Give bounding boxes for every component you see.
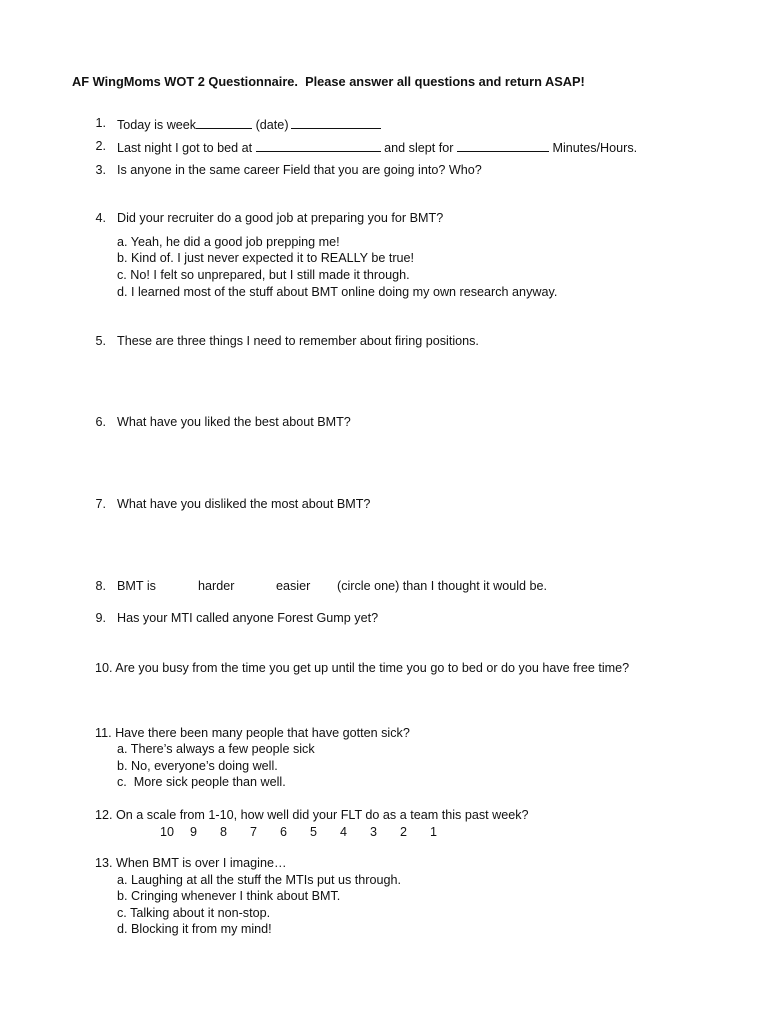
question-6-text: What have you liked the best about BMT?	[117, 415, 351, 429]
rating-3[interactable]: 3	[370, 825, 378, 839]
question-10-text: 10. Are you busy from the time you get up until the time you go to bed or do you have free time?	[95, 661, 630, 675]
rating-6[interactable]: 6	[280, 825, 288, 839]
question-8-lead: BMT is	[117, 579, 156, 593]
question-1-date-label: (date)	[252, 118, 289, 132]
rating-9[interactable]: 9	[190, 825, 198, 839]
rating-8[interactable]: 8	[220, 825, 228, 839]
question-1-text: Today is week	[117, 118, 197, 132]
bedtime-blank[interactable]	[256, 139, 381, 152]
question-3-text: Is anyone in the same career Field that you are going into? Who?	[117, 163, 482, 177]
rating-5[interactable]: 5	[310, 825, 318, 839]
question-9-text: Has your MTI called anyone Forest Gump yet?	[117, 611, 379, 625]
question-11-option-b: b. No, everyone’s doing well.	[117, 759, 278, 773]
question-11-option-c: c. More sick people than well.	[117, 775, 286, 789]
question-8-choice-harder[interactable]: harder	[198, 579, 235, 593]
question-5-text: These are three things I need to remember about firing positions.	[117, 334, 479, 348]
rating-1[interactable]: 1	[430, 825, 438, 839]
question-8-tail: (circle one) than I thought it would be.	[337, 579, 548, 593]
question-2	[117, 139, 637, 156]
question-13-option-d: d. Blocking it from my mind!	[117, 922, 272, 936]
question-4-option-a: a. Yeah, he did a good job prepping me!	[117, 235, 340, 249]
question-4-option-c: c. No! I felt so unprepared, but I still made it through.	[117, 268, 410, 282]
question-11-option-a: a. There’s always a few people sick	[117, 742, 315, 756]
question-2-tail: Minutes/Hours.	[548, 141, 638, 155]
sleep-duration-blank[interactable]	[457, 139, 549, 152]
question-2-text: Last night I got to bed at	[117, 141, 256, 155]
question-4-text: Did your recruiter do a good job at preparing you for BMT?	[117, 211, 444, 225]
question-6-number: 6.	[95, 415, 106, 429]
question-9-number: 9.	[95, 611, 106, 625]
question-3-number: 3.	[95, 163, 106, 177]
rating-10[interactable]: 10	[160, 825, 175, 839]
question-4-number: 4.	[95, 211, 106, 225]
question-4-option-b: b. Kind of. I just never expected it to REALLY be true!	[117, 251, 415, 265]
date-blank[interactable]	[291, 116, 381, 129]
question-2-mid: and slept for	[380, 141, 457, 155]
question-1-number: 1.	[95, 116, 106, 130]
question-13-option-a: a. Laughing at all the stuff the MTIs put us through.	[117, 873, 402, 887]
question-13-option-b: b. Cringing whenever I think about BMT.	[117, 889, 341, 903]
question-1	[117, 116, 381, 133]
question-13-text: 13. When BMT is over I imagine…	[95, 856, 287, 870]
rating-7[interactable]: 7	[250, 825, 258, 839]
question-11-text: 11. Have there been many people that have gotten sick?	[95, 726, 410, 740]
question-2-number: 2.	[95, 139, 106, 153]
week-blank[interactable]	[196, 116, 252, 129]
page-title: AF WingMoms WOT 2 Questionnaire. Please answer all questions and return ASAP!	[72, 74, 585, 89]
question-7-text: What have you disliked the most about BMT?	[117, 497, 371, 511]
question-12-text: 12. On a scale from 1-10, how well did your FLT do as a team this past week?	[95, 808, 529, 822]
rating-4[interactable]: 4	[340, 825, 348, 839]
question-8-choice-easier[interactable]: easier	[276, 579, 311, 593]
question-5-number: 5.	[95, 334, 106, 348]
question-4-option-d: d. I learned most of the stuff about BMT online doing my own research anyway.	[117, 285, 558, 299]
question-13-option-c: c. Talking about it non-stop.	[117, 906, 271, 920]
question-7-number: 7.	[95, 497, 106, 511]
question-8-number: 8.	[95, 579, 106, 593]
rating-2[interactable]: 2	[400, 825, 408, 839]
rating-scale	[160, 825, 460, 840]
